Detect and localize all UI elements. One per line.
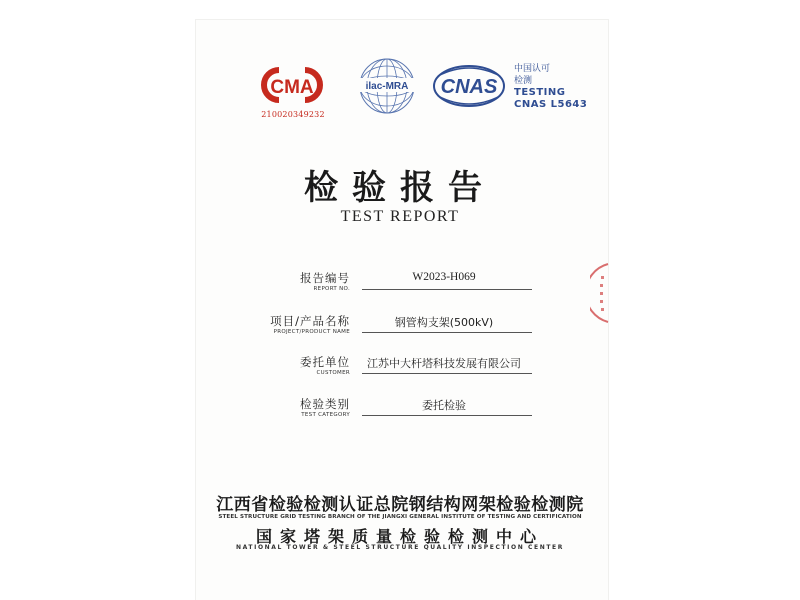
field-label-en: TEST CATEGORY: [301, 412, 350, 418]
report-title-en: TEST REPORT: [340, 208, 460, 225]
ilac-mra-logo: [356, 56, 418, 116]
organization-name-en: STEEL STRUCTURE GRID TESTING BRANCH OF THE JIANGXI GENERAL INSTITUTE OF TESTING AND CERTIFICATION: [218, 514, 582, 520]
organization-name-cn: 江西省检验检测认证总院钢结构网架检验检测院: [216, 495, 584, 515]
field-report-no: [250, 270, 540, 310]
field-label-cn: 项目/产品名称: [270, 314, 350, 328]
field-label-en: REPORT NO.: [313, 286, 350, 292]
field-product-name: [250, 313, 540, 353]
field-underline: [362, 415, 532, 416]
cnas-caption-line: TESTING: [514, 87, 566, 98]
field-underline: [362, 332, 532, 333]
field-label-cn: 检验类别: [300, 397, 350, 411]
official-seal-stamp: [590, 262, 610, 324]
field-value: W2023-H069: [412, 271, 476, 283]
field-test-category: [250, 396, 540, 436]
center-name-cn: 国家塔架质量检验检测中心: [255, 527, 544, 546]
cnas-caption-line: CNAS L5643: [514, 99, 588, 110]
report-title-cn: 检验报告: [304, 168, 496, 208]
field-label-en: CUSTOMER: [316, 370, 350, 376]
cnas-logo: [432, 64, 506, 108]
field-value: 钢管构支架(500kV): [394, 316, 494, 329]
field-label-cn: 委托单位: [300, 355, 350, 369]
ilac-logo-text: ilac-MRA: [365, 81, 409, 92]
cnas-caption-line: 检测: [514, 76, 533, 86]
cnas-logo-text: CNAS: [440, 76, 498, 98]
cnas-caption: [514, 63, 594, 111]
cma-logo-text: CMA: [270, 77, 314, 98]
field-label-cn: 报告编号: [300, 271, 350, 285]
field-label-en: PROJECT/PRODUCT NAME: [273, 329, 350, 335]
center-name-en: NATIONAL TOWER & STEEL STRUCTURE QUALITY INSPECTION CENTER: [236, 544, 564, 551]
field-value: 委托检验: [422, 399, 466, 412]
field-customer: [250, 354, 540, 394]
cma-number: 210020349232: [261, 110, 325, 119]
cnas-caption-line: 中国认可: [514, 64, 551, 74]
field-underline: [362, 289, 532, 290]
field-value: 江苏中大杆塔科技发展有限公司: [367, 357, 521, 370]
field-underline: [362, 373, 532, 374]
cma-logo: [259, 64, 325, 106]
